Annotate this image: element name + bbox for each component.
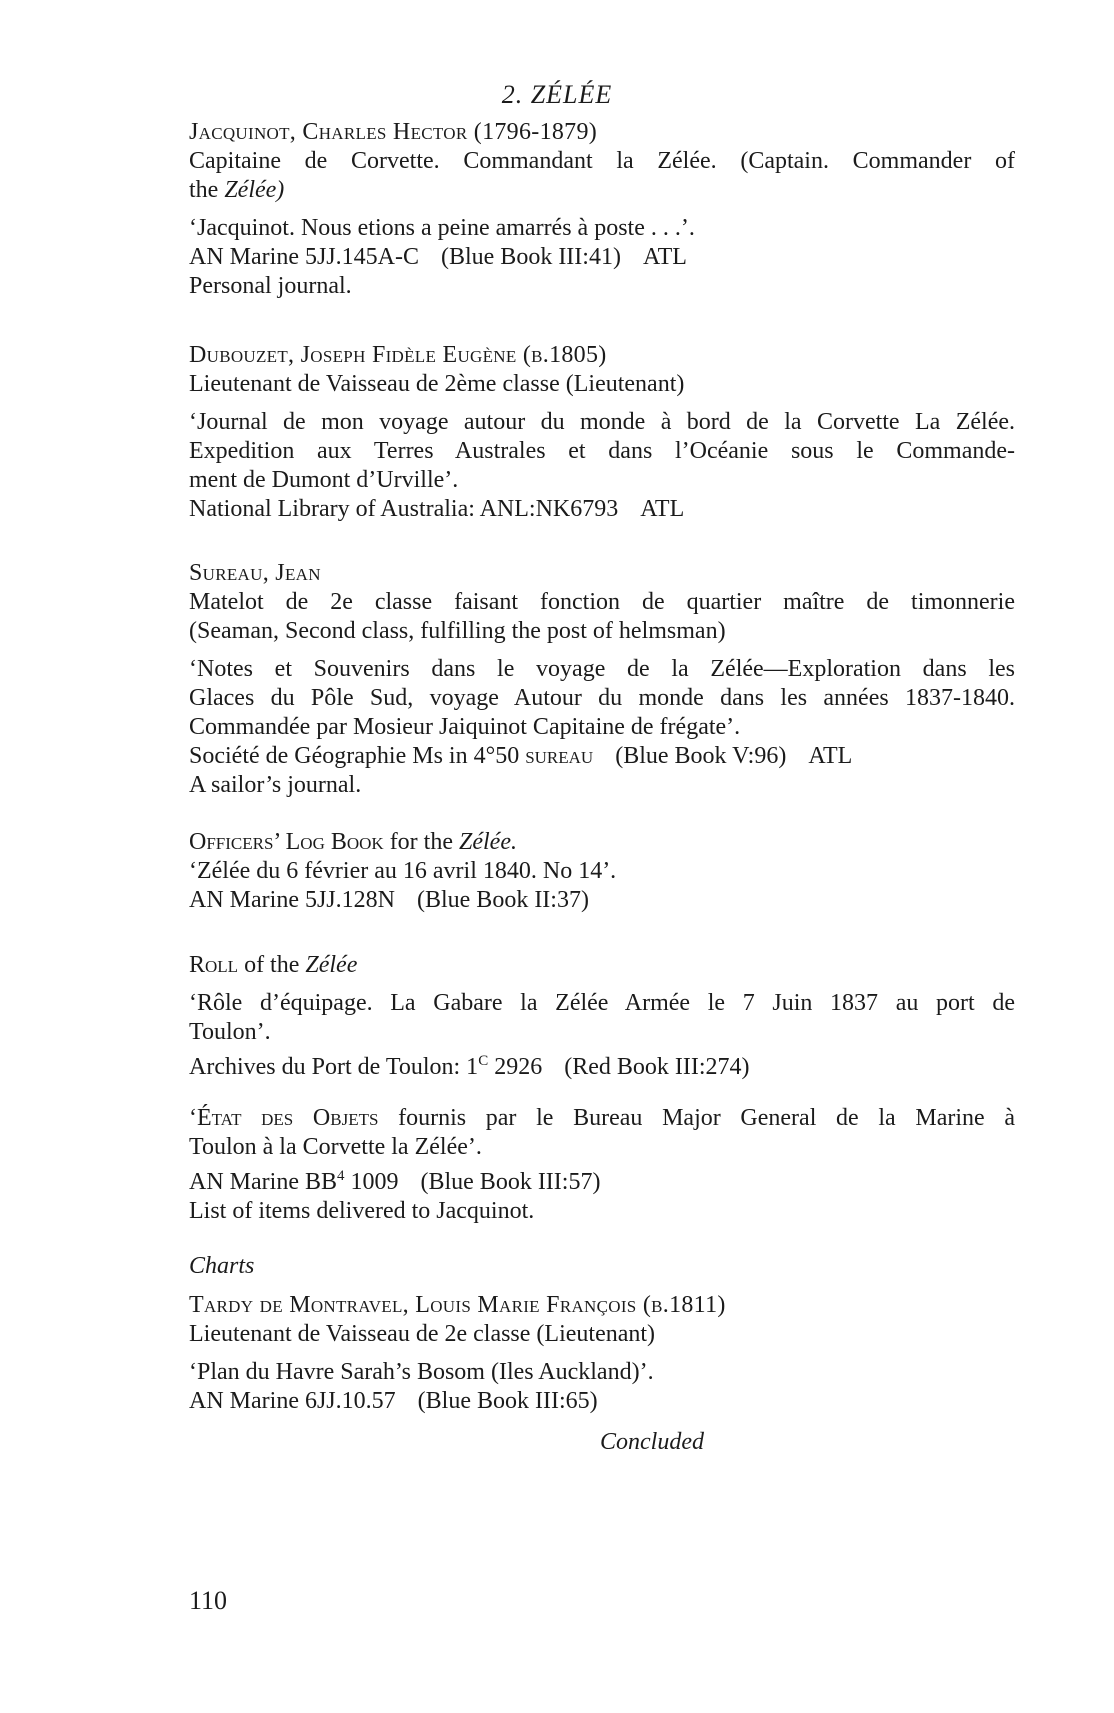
entry-title-line-3: Commandée par Mosieur Jaiquinot Capitaine de frégate’. [189, 714, 741, 740]
entry-role: Lieutenant de Vaisseau de 2ème classe (Lieutenant) [189, 371, 685, 397]
entry-title-line-2: Toulon à la Corvette la Zélée’. [189, 1134, 482, 1160]
entry-role-translation: (Seaman, Second class, fulfilling the post of helmsman) [189, 618, 726, 644]
entry-name: Tardy de Montravel, Louis Marie François (b.1811) [189, 1292, 726, 1318]
entry-note: Personal journal. [189, 273, 352, 299]
entry-reference: Société de Géographie Ms in 4°50 sureau (Blue Book V:96) ATL [189, 743, 853, 769]
entry-title-line-1: ‘Journal de mon voyage autour du monde à bord de la Corvette La Zélée. [189, 409, 1015, 435]
entry-tardy-de-montravel [189, 1291, 1015, 1416]
entry-reference: National Library of Australia: ANL:NK6793 ATL [189, 496, 685, 522]
entry-title-line-2: Expedition aux Terres Australes et dans l’Océanie sous le Commande- [189, 438, 1015, 464]
charts-subheading: Charts [189, 1253, 255, 1279]
entry-role-continued: the Zélée) [189, 177, 285, 203]
entry-reference: AN Marine 5JJ.128N (Blue Book II:37) [189, 887, 589, 913]
entry-reference: AN Marine 6JJ.10.57 (Blue Book III:65) [189, 1388, 598, 1414]
entry-sureau [189, 559, 1015, 800]
page-number: 110 [189, 1586, 228, 1615]
entry-title-line-1: ‘Rôle d’équipage. La Gabare la Zélée Armée le 7 Juin 1837 au port de [189, 990, 1015, 1016]
entry-roll [189, 951, 1015, 1082]
entry-name: Sureau, Jean [189, 560, 321, 586]
entry-note: List of items delivered to Jacquinot. [189, 1198, 535, 1224]
entry-reference: AN Marine $BB^4$ 1009 (Blue Book III:57) [189, 1168, 601, 1195]
entry-title: ‘Jacquinot. Nous etions a peine amarrés à poste . . .’. [189, 215, 695, 241]
entry-officers-log-book [189, 828, 1015, 915]
entry-name: Dubouzet, Joseph Fidèle Eugène (b.1805) [189, 342, 607, 368]
entry-role: Lieutenant de Vaisseau de 2e classe (Lieutenant) [189, 1321, 656, 1347]
entry-reference: AN Marine 5JJ.145A-C (Blue Book III:41) ATL [189, 244, 687, 270]
entry-title: ‘Zélée du 6 février au 16 avril 1840. No 14’. [189, 858, 617, 884]
entry-role: Capitaine de Corvette. Commandant la Zélée. (Captain. Commander of [189, 148, 1015, 174]
entry-title-line-1: ‘État des Objets fournis par le Bureau Major General de la Marine à [189, 1105, 1016, 1131]
entry-title: ‘Plan du Havre Sarah’s Bosom (Iles Auckland)’. [189, 1359, 654, 1385]
entry-title-line-1: ‘Notes et Souvenirs dans le voyage de la Zélée—Exploration dans les [189, 656, 1015, 682]
entry-jacquinot [189, 118, 1015, 301]
entry-title-line-3: ment de Dumont d’Urville’. [189, 467, 459, 493]
entry-role: Matelot de 2e classe faisant fonction de quartier maître de timonnerie [189, 589, 1015, 615]
entry-dubouzet [189, 341, 1015, 524]
entry-note: A sailor’s journal. [189, 772, 362, 798]
entry-name: Officers’ Log Book for the Zélée. [189, 829, 517, 855]
entry-reference: Archives du Port de Toulon: $1^C$ 2926 (Red Book III:274) [189, 1053, 750, 1080]
entry-title-line-2: Toulon’. [189, 1019, 271, 1045]
entry-title-line-2: Glaces du Pôle Sud, voyage Autour du monde dans les années 1837-1840. [189, 685, 1015, 711]
entry-etat-des-objets [189, 1104, 1015, 1226]
concluded-label: Concluded [600, 1429, 704, 1455]
entry-name: Jacquinot, Charles Hector (1796-1879) [189, 119, 598, 145]
entry-name: Roll of the Zélée [189, 952, 358, 978]
section-heading: 2. ZÉLÉE [501, 80, 613, 109]
